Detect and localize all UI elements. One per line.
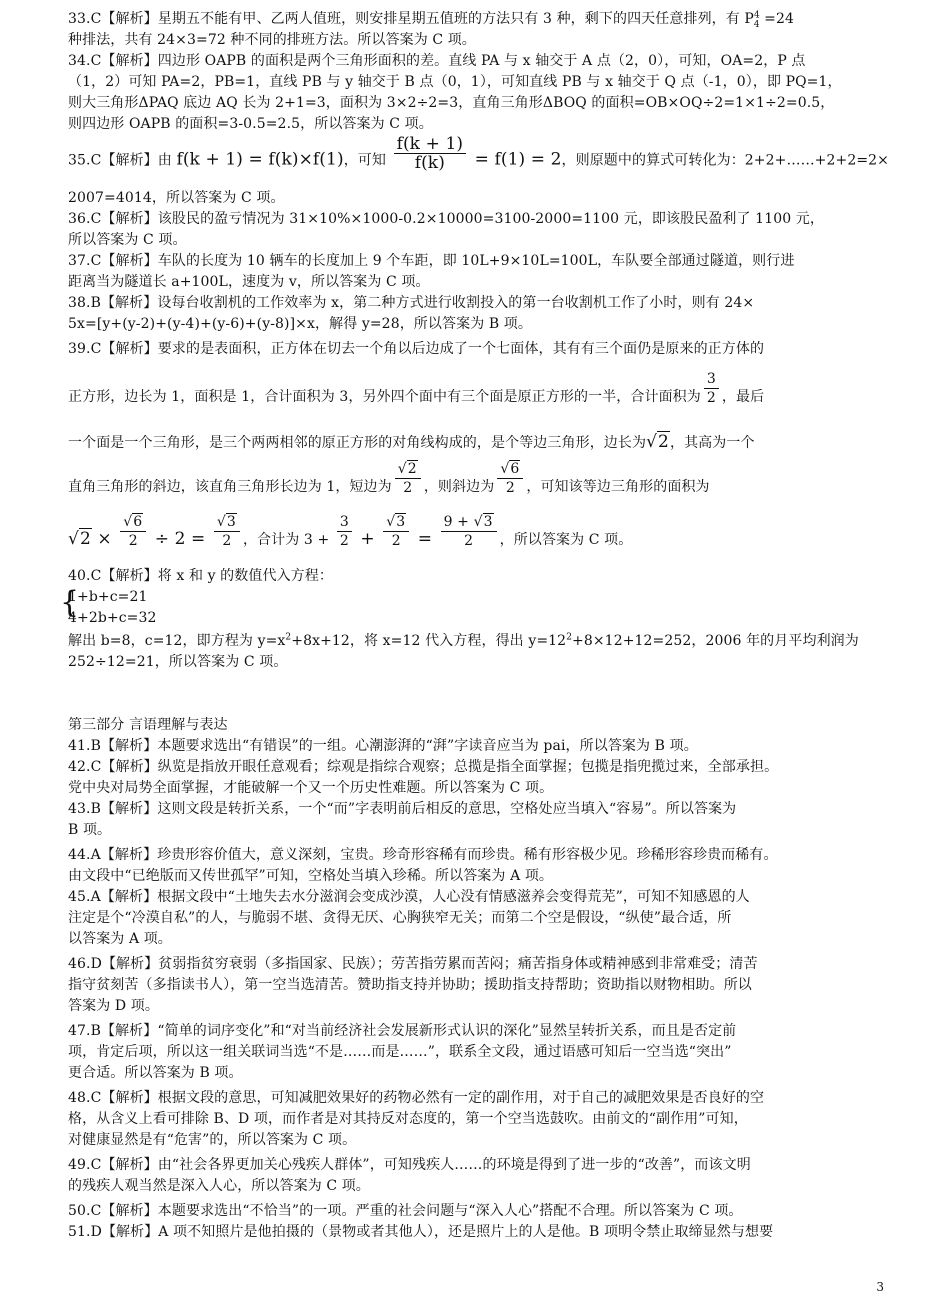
- answer-39-line-1: 39.C【解析】要求的是表面积，正方体在切去一个角以后边成了一个七面体，其有有三个面仍是原来的正方体的: [68, 341, 765, 357]
- answer-34-line-3: 则大三角形ΔPAQ 底边 AQ 长为 2+1=3，面积为 3×2÷2=3，直角三角形ΔBOQ 的面积=OB×OQ÷2=1×1÷2=0.5，: [68, 95, 835, 111]
- answer-47-line-2: 项，肯定后项，所以这一组关联词当选“不是……而是……”，联系全文段，通过语感可知后一空当选“突出”: [68, 1044, 732, 1060]
- answer-45-line-1: 45.A【解析】根据文段中“土地失去水分滋润会变成沙漠，人心没有情感滋养会变得荒芜”，可知不知感恩的人: [68, 889, 750, 905]
- answer-43-line-2: B 项。: [68, 822, 112, 838]
- answer-36-line-2: 所以答案为 C 项。: [68, 232, 187, 248]
- answer-39-line-3: 一个面是一个三角形，是三个两两相邻的原正方形的对角线构成的，是个等边三角形，边长为√2，其高为一个: [68, 432, 755, 452]
- answer-40-line-2: 解出 b=8，c=12，即方程为 $y=x^2+8x+12$，将 x=12 代入方程，得出 $y=12^2+8\times 12+12=252$，2006 年的月平均利润为: [68, 632, 859, 649]
- answer-34-line-4: 则四边形 OAPB 的面积=3-0.5=2.5，所以答案为 C 项。: [68, 116, 433, 132]
- fraction-sqrt6-over-2: $\frac{√6}{2}$: [497, 461, 523, 496]
- formula-f-recurrence: f(k + 1) = f(k)×f(1): [176, 149, 344, 170]
- answer-40-line-3: 252÷12=21，所以答案为 C 项。: [68, 654, 288, 670]
- answer-44-line-1: 44.A【解析】珍贵形容价值大，意义深刻，宝贵。珍奇形容稀有而珍贵。稀有形容极少见。珍稀形容珍贵而稀有。: [68, 847, 778, 863]
- answer-48-line-1: 48.C【解析】根据文段的意思，可知减肥效果好的药物必然有一定的副作用，对于自己的减肥效果是否良好的空: [68, 1090, 765, 1106]
- equation-2: 4+2b+c=32: [68, 610, 157, 626]
- answer-39-line-5: √2 × $\frac{√6}{2}$ ÷ 2 = $\frac{√3}{2}$ ，合计为 3 + $\frac{3}{2}$ + $\frac{√3}{2}$ = $\frac{9 + √3}{2}$ ，所以答案为 C 项。: [68, 513, 633, 549]
- answer-33-line-2: 种排法，共有 24×3=72 种不同的排班方法。所以答案为 C 项。: [68, 32, 476, 48]
- answer-46-line-2: 指守贫刻苦（多指读书人），第一空当选清苦。赞助指支持并协助；援助指支持帮助；资助指以财物相助。所以: [68, 977, 752, 993]
- answer-42-line-2: 党中央对局势全面掌握，才能破解一个又一个历史性难题。所以答案为 C 项。: [68, 780, 554, 796]
- answer-39-line-4: 直角三角形的斜边，该直角三角形长边为 1，短边为 $\frac{√2}{2}$ ，则斜边为 $\frac{√6}{2}$ ，可知该等边三角形的面积为: [68, 460, 710, 496]
- answer-35-line-2: 2007=4014，所以答案为 C 项。: [68, 190, 285, 206]
- answer-34-line-2: （1，2）可知 PA=2，PB=1，直线 PB 与 y 轴交于 B 点（0，1），可知直线 PB 与 x 轴交于 Q 点（-1，0），即 PQ=1，: [68, 74, 842, 90]
- answer-37-line-2: 距离当为隧道长 a+100L，速度为 v，所以答案为 C 项。: [68, 274, 430, 290]
- answer-34-line-1: 34.C【解析】四边形 OAPB 的面积是两个三角形面积的差。直线 PA 与 x 轴交于 A 点（2，0），可知，OA=2，P 点: [68, 53, 806, 69]
- answer-46-line-1: 46.D【解析】贫弱指贫穷衰弱（多指国家、民族）；劳苦指劳累而苦闷；痛苦指身体或精神感到非常难受；清苦: [68, 956, 758, 972]
- fraction-sqrt2-over-2: $\frac{√2}{2}$: [395, 461, 421, 496]
- answer-35-line-1: 35.C【解析】由 f(k + 1) = f(k)×f(1)，可知 $\frac{f(k + 1)}{f(k)}$ = f(1) = 2，则原题中的算式可转化为：2+2+……+2+2=2×: [68, 134, 890, 173]
- answer-36-line-1: 36.C【解析】该股民的盈亏情况为 31×10%×1000-0.2×10000=3100-2000=1100 元，即该股民盈利了 1100 元，: [68, 211, 824, 227]
- answer-37-line-1: 37.C【解析】车队的长度为 10 辆车的长度加上 9 个车距，即 10L+9×10L=100L，车队要全部通过隧道，则行进: [68, 253, 795, 269]
- fraction-f-ratio: $\frac{f(k + 1)}{f(k)}$: [394, 136, 467, 171]
- answer-47-line-1: 47.B【解析】“简单的词序变化”和“对当前经济社会发展新形式认识的深化”显然呈转折关系，而且是否定前: [68, 1023, 737, 1039]
- answer-38-line-1: 38.B【解析】设每台收割机的工作效率为 x，第二种方式进行收割投入的第一台收割机工作了小时，则有 24×: [68, 295, 755, 311]
- answer-48-line-2: 格，从含义上看可排除 B、D 项，而作者是对其持反对态度的，第一个空当选鼓吹。由前文的“副作用”可知，: [68, 1111, 748, 1127]
- page-number: 3: [876, 1280, 884, 1294]
- answer-40-line-1: 40.C【解析】将 x 和 y 的数值代入方程：: [68, 568, 333, 584]
- answer-49-line-2: 的残疾人观当然是深入人心，所以答案为 C 项。: [68, 1178, 370, 1194]
- answer-45-line-2: 注定是个“冷漠自私”的人，与脆弱不堪、贪得无厌、心胸狭窄无关；而第二个空是假设，“纵使”最合适，所: [68, 910, 732, 926]
- answer-44-line-2: 由文段中“已绝版而又传世孤罕”可知，空格处当填入珍稀。所以答案为 A 项。: [68, 868, 554, 884]
- answer-51-line-1: 51.D【解析】A 项不知照片是他拍摄的（景物或者其他人），还是照片上的人是他。B 项明令禁止取缔显然与想要: [68, 1224, 774, 1240]
- section-heading: 第三部分 言语理解与表达: [68, 717, 228, 733]
- answer-43-line-1: 43.B【解析】这则文段是转折关系，一个“而”字表明前后相反的意思，空格处应当填入“容易”。所以答案为: [68, 801, 737, 817]
- equation-1: 1+b+c=21: [68, 589, 148, 605]
- answer-50: 50.C【解析】本题要求选出“不恰当”的一项。严重的社会问题与“深入人心”搭配不合理。所以答案为 C 项。: [68, 1203, 743, 1219]
- answer-45-line-3: 以答案为 A 项。: [68, 931, 172, 947]
- answer-39-line-2: 正方形，边长为 1，面积是 1，合计面积为 3，另外四个面中有三个面是原正方形的一半，合计面积为 $\frac{3}{2}$ ，最后: [68, 370, 765, 406]
- answer-41: 41.B【解析】本题要求选出“有错误”的一组。心潮澎湃的“湃”字读音应当为 pai，所以答案为 B 项。: [68, 738, 698, 754]
- answer-49-line-1: 49.C【解析】由“社会各界更加关心残疾人群体”，可知残疾人……的环境是得到了进一步的“改善”，而该文明: [68, 1157, 751, 1173]
- answer-48-line-3: 对健康显然是有“危害”的，所以答案为 C 项。: [68, 1132, 357, 1148]
- answer-47-line-3: 更合适。所以答案为 B 项。: [68, 1065, 243, 1081]
- answer-33-line-1: 33.C【解析】星期五不能有甲、乙两人值班，则安排星期五值班的方法只有 3 种，剩下的四天任意排列，有 $P^4_4 =24$: [68, 10, 795, 30]
- fraction-three-halves: $\frac{3}{2}$: [704, 371, 719, 406]
- answer-42-line-1: 42.C【解析】纵览是指放开眼任意观看；综观是指综合观察；总揽是指全面掌握；包揽是指兜揽过来，全部承担。: [68, 759, 779, 775]
- answer-46-line-3: 答案为 D 项。: [68, 998, 159, 1014]
- answer-38-line-2: 5x=[y+(y-2)+(y-4)+(y-6)+(y-8)]×x，解得 y=28，所以答案为 B 项。: [68, 316, 532, 332]
- sqrt-2: √2: [646, 432, 669, 452]
- brace-icon: {: [60, 585, 80, 620]
